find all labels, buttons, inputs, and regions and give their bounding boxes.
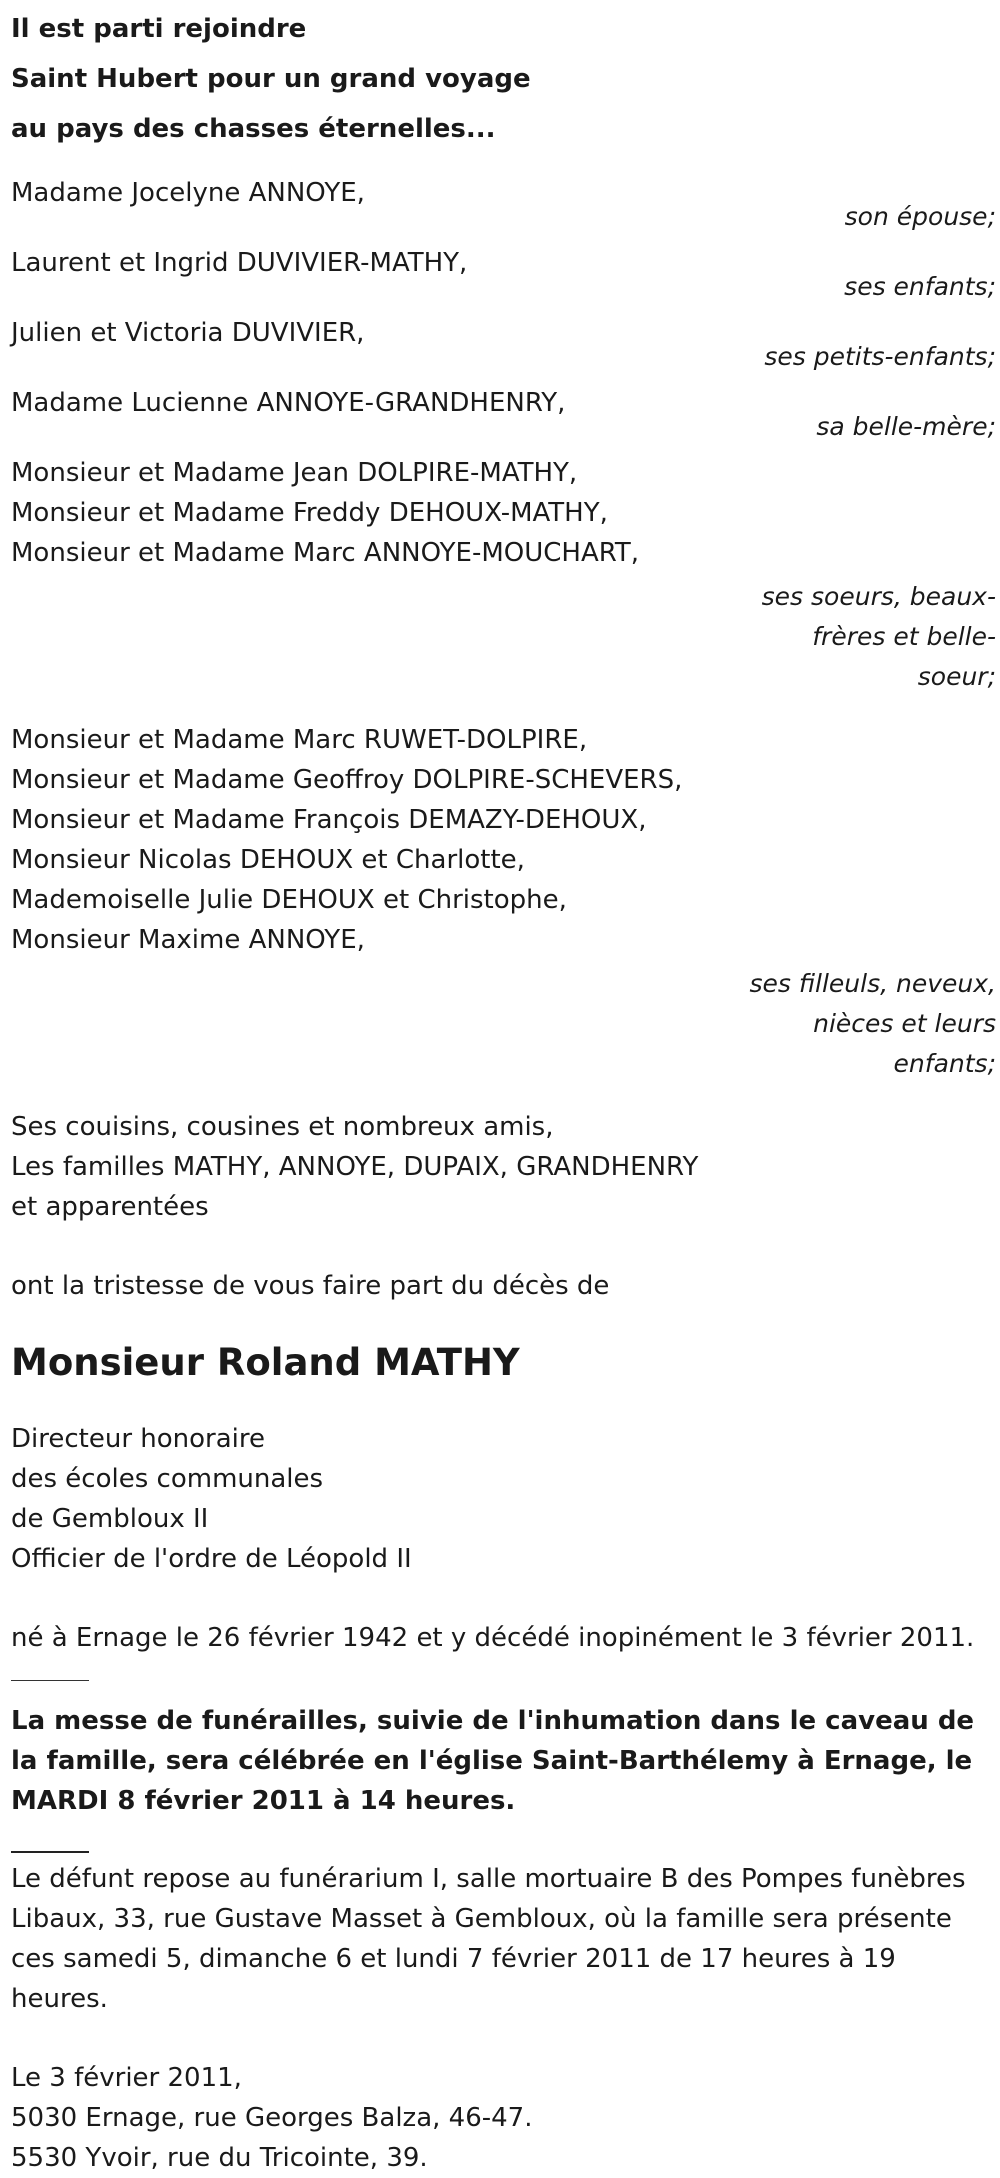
other-relatives-line: Les familles MATHY, ANNOYE, DUPAIX, GRANDHENRY [11,1152,699,1182]
family-name: Monsieur et Madame Marc RUWET-DOLPIRE, [11,725,588,755]
family-name: Monsieur et Madame Jean DOLPIRE-MATHY, [11,458,578,488]
family-name: Monsieur et Madame Geoffroy DOLPIRE-SCHEVERS, [11,765,683,795]
family-name: Monsieur et Madame François DEMAZY-DEHOUX, [11,805,647,835]
family-name: Monsieur et Madame Marc ANNOYE-MOUCHART, [11,538,640,568]
intro-verse [11,4,996,154]
intro-line: Il est parti rejoindre [11,14,307,44]
other-relatives-line: Ses couisins, cousines et nombreux amis, [11,1112,554,1142]
relation-label: ses soeurs, beaux- frères et belle- soeur; [761,582,996,691]
other-relatives-line: et apparentées [11,1192,209,1222]
family-group-spouse [11,173,996,237]
relation-label: sa belle-mère; [816,412,996,441]
closing-block [11,2058,996,2178]
family-group-children [11,243,996,307]
family-group-godchildren [11,720,996,1084]
family-name: Monsieur et Madame Freddy DEHOUX-MATHY, [11,498,608,528]
family-group-grandchildren [11,313,996,377]
relation-label: son épouse; [844,202,996,231]
relation-label: ses enfants; [844,272,996,301]
relation-label: ses filleuls, neveux, nièces et leurs enfants; [749,969,996,1078]
family-name: Madame Lucienne ANNOYE-GRANDHENRY, [11,388,566,418]
family-group-siblings [11,453,996,697]
deceased-name: Monsieur Roland MATHY [11,1341,520,1384]
visitation-info: Le défunt repose au funérarium I, salle mortuaire B des Pompes funèbres Libaux, 33, rue Gustave Masset à Gembloux, où la famille sera présente ces samedi 5, dimanche 6 et lundi 7 février 2011 de 17 heures à 19 heures. [11,1864,966,2014]
funeral-info: La messe de funérailles, suivie de l'inhumation dans le caveau de la famille, sera célébrée en l'église Saint-Barthélemy à Ernage, le MARDI 8 février 2011 à 14 heures. [11,1706,975,1816]
family-name: Madame Jocelyne ANNOYE, [11,178,365,208]
other-relatives [11,1107,996,1227]
family-name: Julien et Victoria DUVIVIER, [11,318,365,348]
closing-line: Le 3 février 2011, [11,2063,242,2093]
closing-line: 5530 Yvoir, rue du Tricointe, 39. [11,2143,428,2173]
deceased-titles [11,1419,996,1579]
title-line: Directeur honoraire [11,1424,266,1454]
relation-label: ses petits-enfants; [764,342,996,371]
title-line: de Gembloux II [11,1504,209,1534]
family-name: Mademoiselle Julie DEHOUX et Christophe, [11,885,567,915]
closing-line: 5030 Ernage, rue Georges Balza, 46-47. [11,2103,533,2133]
family-group-mother-in-law [11,383,996,447]
family-name: Monsieur Maxime ANNOYE, [11,925,365,955]
family-name: Laurent et Ingrid DUVIVIER-MATHY, [11,248,468,278]
title-line: des écoles communales [11,1464,324,1494]
family-name: Monsieur Nicolas DEHOUX et Charlotte, [11,845,525,875]
intro-line: Saint Hubert pour un grand voyage [11,64,531,94]
announcement-text: ont la tristesse de vous faire part du décès de [11,1271,610,1301]
intro-line: au pays des chasses éternelles... [11,114,496,144]
title-line: Officier de l'ordre de Léopold II [11,1544,412,1574]
birth-death-line: né à Ernage le 26 février 1942 et y décédé inopinément le 3 février 2011. [11,1623,975,1653]
obituary-content [11,4,996,2178]
